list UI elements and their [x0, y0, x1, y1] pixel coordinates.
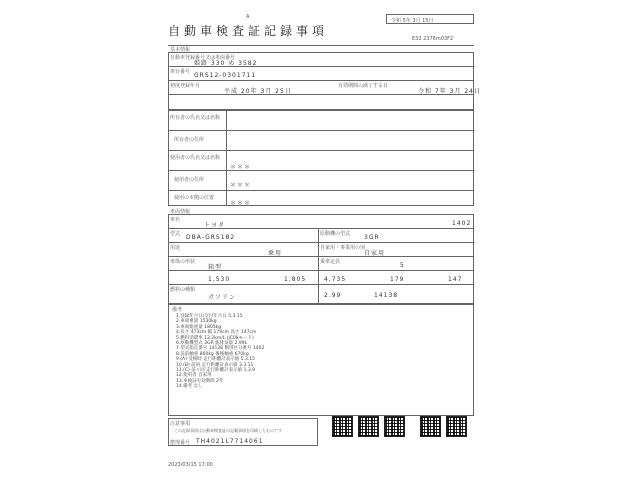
remarks-line: 13.車検証有効期間 2年	[176, 378, 224, 384]
private: 自家用	[364, 250, 386, 257]
user-name: ＊＊＊	[230, 164, 252, 171]
note-label: 注意事項	[170, 421, 191, 427]
height: 147	[448, 276, 463, 283]
vehicle-weight: 1,530	[208, 276, 231, 283]
fuel: ガソリン	[208, 294, 237, 301]
body-shape: 箱型	[208, 264, 223, 271]
remarks-line: 12.使用者 自家用	[176, 373, 212, 379]
length: 4,735	[324, 276, 347, 283]
qr-code-2	[358, 416, 379, 437]
base-location: ＊＊＊	[230, 200, 252, 207]
remarks-line: 7.型式指定番号 14138 類別区分番号 1402	[176, 346, 265, 352]
qr-code-5	[446, 416, 467, 437]
user-address: ＊＊＊	[230, 182, 252, 189]
qr-code-4	[420, 416, 441, 437]
user-address-label: 使用者の住所	[174, 177, 205, 183]
displacement: 2.99	[324, 292, 342, 299]
gross-weight: 1,805	[284, 276, 307, 283]
base-location-label: 使用の本拠の位置	[174, 195, 215, 201]
user-name-label: 使用者の氏名又は名称	[170, 155, 221, 161]
issue-date: 令和 5年 3月 15日	[391, 18, 434, 24]
remarks-line: 4.長さ 473cm 幅 179cm 高さ 147cm	[176, 330, 257, 336]
print-stamp: 2023/03/15 17:00	[168, 462, 213, 468]
purpose: 乗用	[268, 250, 283, 257]
id-label: 整理番号	[170, 440, 191, 446]
remarks-line: 11.(C) 前々回 走行距離計表示値 1.3.9	[176, 368, 256, 374]
remarks-lines	[176, 314, 264, 390]
maker-label: 車名	[170, 217, 181, 223]
type-label: 型式	[170, 231, 181, 237]
vehicle-info-heading: 車両情報	[170, 209, 191, 215]
owner-address-label: 所有者の住所	[174, 137, 205, 143]
engine-label: 原動機の型式	[320, 231, 351, 237]
remarks-label: 備考	[172, 307, 183, 313]
remarks-line: 14.備考 なし	[176, 384, 203, 390]
expiry-label: 有効期間の満了する日	[338, 83, 389, 89]
expiry-date: 令和 7年 3月 24日	[418, 88, 481, 95]
purpose-label: 用途	[170, 245, 181, 251]
registration-no-label: 自動車登録番号又は車両番号	[170, 55, 236, 61]
model-code: 14138	[374, 292, 399, 299]
inspection-certificate-document	[168, 14, 481, 474]
class-code: 1402	[452, 220, 472, 227]
issue-date-box	[386, 14, 474, 24]
capacity-label: 乗車定員	[320, 259, 341, 265]
chassis-no-label: 車台番号	[170, 69, 191, 75]
remarks-line: 3.車両総重量 1805kg	[176, 324, 222, 330]
id-value: TH4021L7714061	[196, 438, 264, 445]
first-registration: 平成 20年 3月 25日	[224, 88, 292, 95]
qr-code-1	[332, 416, 353, 437]
first-registration-label: 初度登録年月	[170, 83, 201, 89]
note-text: この記録事項は自動車検査証の記載事項を印刷したものです	[174, 428, 282, 433]
capacity: 5	[400, 262, 405, 269]
width: 179	[390, 276, 405, 283]
remarks-line: 1.登録年月日/交付年月日 5.3.15	[176, 314, 243, 319]
body-label: 車体の形状	[170, 259, 196, 265]
registration-no: 姫路 330 め 3582	[194, 60, 258, 67]
remarks-line: 6.原動機型式 3GR 総排気量 2.99L	[176, 341, 248, 347]
vehicle-type: DBA-GRS182	[186, 234, 236, 241]
basic-info-heading: 基本情報	[170, 47, 191, 53]
doc-mark: A	[246, 14, 250, 20]
fuel-label: 燃料の種類	[170, 287, 196, 293]
remarks-line: 10.(B) 前回 走行距離計表示値 3.3.11	[176, 362, 254, 368]
remarks-line: 8.前前軸重 860kg 後後軸重 670kg	[176, 351, 249, 357]
remarks-line: 9.(A) 受検時 走行距離計表示値 5.3.15	[176, 357, 255, 363]
qr-code-3	[384, 416, 405, 437]
remarks-line: 5.燃料消費率 12.2km/L (JC08モード)	[176, 335, 254, 341]
doc-title: 自動車検査証記録事項	[168, 24, 329, 38]
remarks-line: 2.車両重量 1530kg	[176, 319, 217, 325]
private-label: 自家用・事業用の別	[320, 245, 366, 251]
chassis-no: GRS12-0301711	[194, 72, 257, 79]
owner-name-label: 所有者の氏名又は名称	[170, 115, 221, 121]
engine-type: 3GR	[364, 234, 380, 241]
doc-code: E32 2376m03F2	[412, 36, 454, 42]
maker: トヨタ	[204, 222, 226, 229]
